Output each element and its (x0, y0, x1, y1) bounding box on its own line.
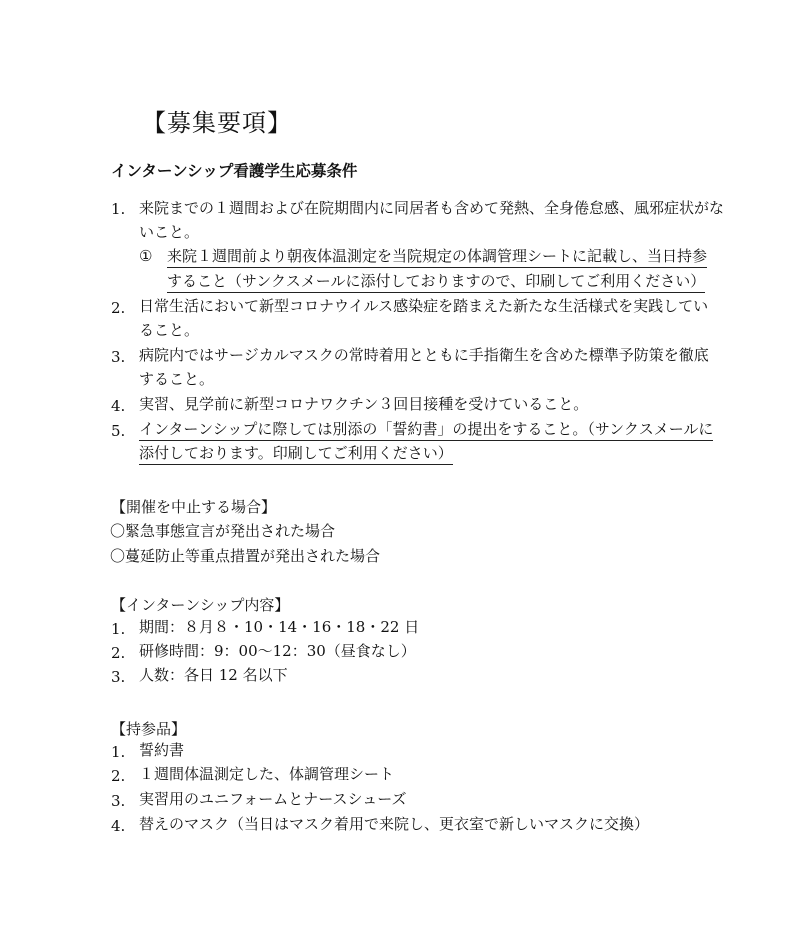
cancellation-heading: 【開催を中止する場合】 (111, 498, 277, 516)
condition-1-line-2: いこと。 (139, 223, 200, 241)
belongings-1-text: 誓約書 (139, 741, 185, 759)
condition-4-number: 4. (111, 397, 126, 415)
condition-1-sub-number: ① (139, 247, 153, 265)
belongings-2-text: １週間体温測定した、体調管理シート (139, 765, 395, 783)
content-heading: 【インターンシップ内容】 (111, 596, 290, 614)
content-2-text: 研修時間：9：00～12：30（昼食なし） (139, 642, 416, 660)
condition-1-sub-line-2: すること（サンクスメールに添付しておりますので、印刷してご利用ください） (167, 274, 705, 293)
belongings-4-text: 替えのマスク（当日はマスク着用で来院し、更衣室で新しいマスクに交換） (139, 815, 650, 833)
cancellation-item-1: 〇緊急事態宣言が発出された場合 (110, 522, 336, 540)
condition-3-number: 3. (111, 348, 126, 366)
condition-5-number: 5. (111, 422, 126, 440)
belongings-2-number: 2. (111, 767, 126, 785)
content-3-number: 3. (111, 668, 126, 686)
belongings-3-number: 3. (111, 792, 126, 810)
belongings-heading: 【持参品】 (111, 720, 187, 738)
belongings-1-number: 1. (111, 743, 126, 761)
conditions-heading: インターンシップ看護学生応募条件 (111, 162, 358, 180)
document-title: 【募集要項】 (142, 109, 292, 137)
condition-4-line-1: 実習、見学前に新型コロナワクチン３回目接種を受けていること。 (139, 395, 589, 413)
belongings-4-number: 4. (111, 817, 126, 835)
condition-5-line-2: 添付しております。印刷してご利用ください） (139, 446, 453, 465)
condition-1-number: 1. (111, 200, 126, 218)
cancellation-item-2: 〇蔓延防止等重点措置が発出された場合 (110, 547, 381, 565)
belongings-3-text: 実習用のユニフォームとナースシューズ (139, 790, 407, 808)
condition-3-line-2: すること。 (139, 370, 215, 388)
condition-2-number: 2. (111, 299, 126, 317)
content-1-number: 1. (111, 620, 126, 638)
condition-1-line-1: 来院までの１週間および在院期間内に同居者も含めて発熱、全身倦怠感、風邪症状がな (139, 199, 725, 217)
condition-2-line-1: 日常生活において新型コロナウイルス感染症を踏まえた新たな生活様式を実践してい (139, 297, 709, 315)
content-3-text: 人数：各日 12 名以下 (139, 666, 288, 684)
condition-3-line-1: 病院内ではサージカルマスクの常時着用とともに手指衛生を含めた標準予防策を徹底 (139, 346, 709, 364)
condition-1-sub-line-1: 来院１週間前より朝夜体温測定を当院規定の体調管理シートに記載し、当日持参 (167, 249, 707, 268)
content-2-number: 2. (111, 644, 126, 662)
condition-5-line-1: インターンシップに際しては別添の「誓約書」の提出をすること。（サンクスメールに (139, 422, 713, 441)
content-1-text: 期間：８月８・10・14・16・18・22 日 (139, 618, 420, 636)
condition-2-line-2: ること。 (139, 321, 200, 339)
